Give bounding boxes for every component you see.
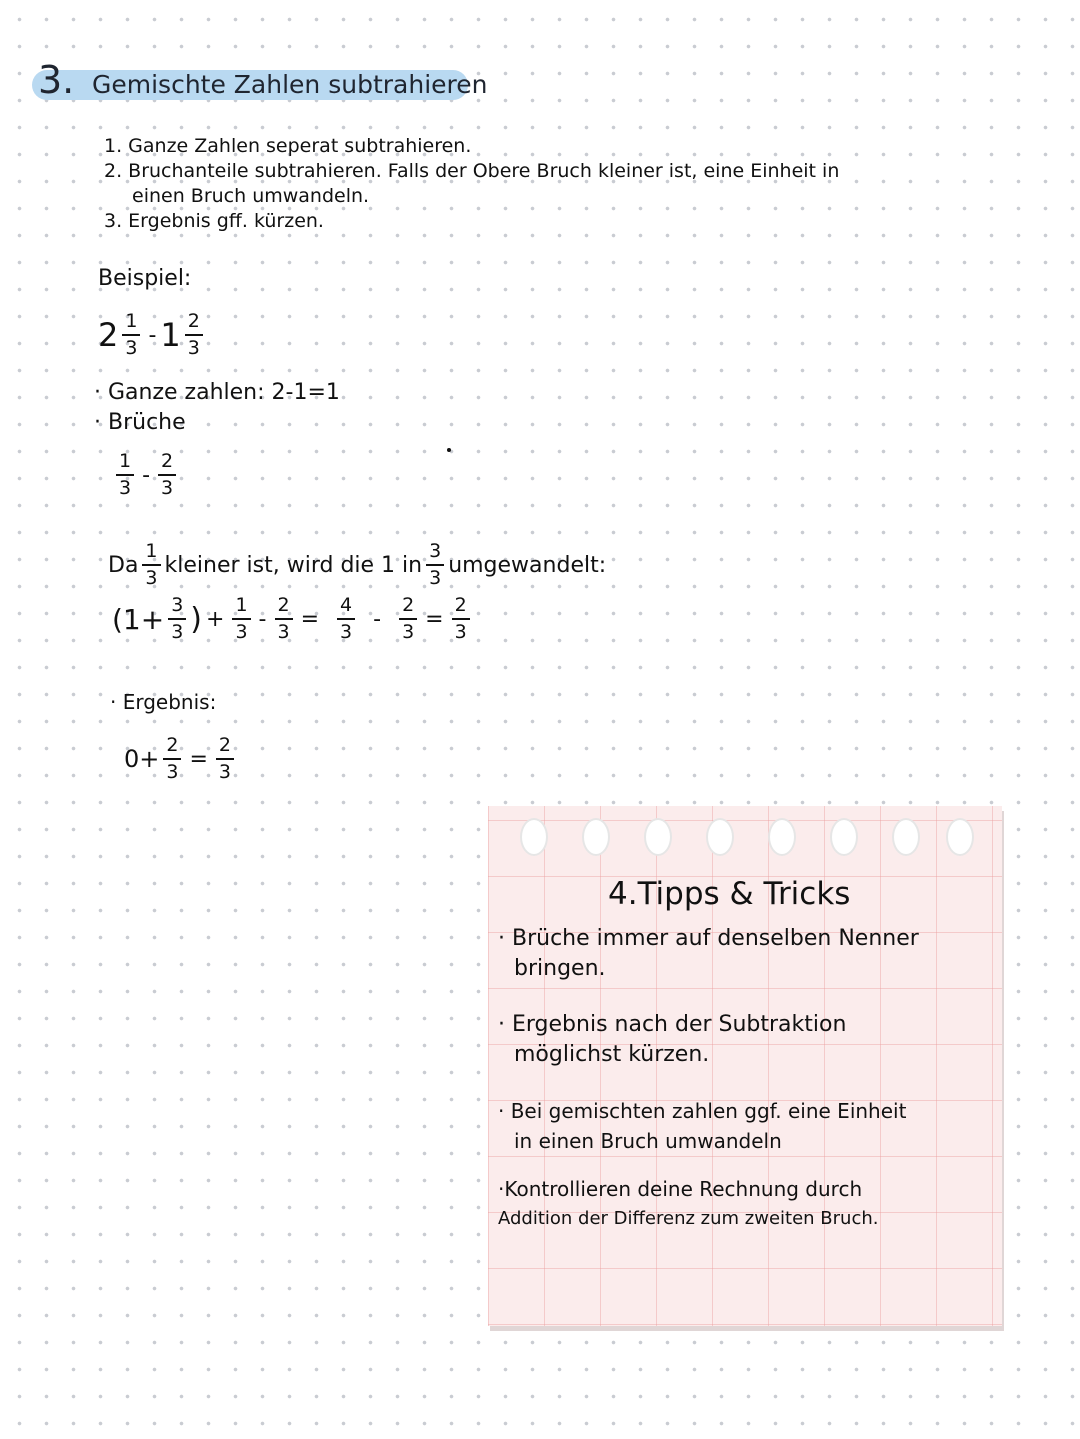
tip-line: Addition der Differenz zum zweiten Bruch. <box>498 1208 879 1229</box>
fraction-bar <box>232 618 250 620</box>
fraction-denominator: 3 <box>218 761 232 783</box>
fraction-bar <box>337 618 355 620</box>
calc-minus: - <box>373 606 382 632</box>
tip-line: ·Kontrollieren deine Rechnung durch <box>498 1177 863 1201</box>
binder-ring <box>830 818 858 856</box>
fraction-numerator: 3 <box>429 540 442 562</box>
fraction-denominator: 3 <box>166 761 179 783</box>
binder-ring <box>946 818 974 856</box>
step-2: 2. Bruchanteile subtrahieren. Falls der Obere Bruch kleiner ist, eine Einheit in <box>104 160 840 182</box>
fractions-line: · Brüche <box>94 410 186 435</box>
section-number: 3. <box>38 58 75 102</box>
fraction-denominator: 3 <box>277 621 290 643</box>
fraction-bar <box>426 564 444 566</box>
fraction-numerator: 2 <box>402 594 415 616</box>
calculation-line <box>112 596 474 642</box>
conversion-target-fraction <box>426 542 444 588</box>
binder-ring <box>644 818 672 856</box>
tip-item <box>498 1096 998 1156</box>
conversion-fraction <box>142 542 160 588</box>
fraction-one-third <box>116 452 134 498</box>
task-whole-1: 2 <box>98 316 119 354</box>
fraction-numerator: 1 <box>235 594 248 616</box>
fraction-numerator: 2 <box>454 594 467 616</box>
calc-open: (1+ <box>112 602 165 636</box>
fraction-numerator: 4 <box>340 594 353 616</box>
fraction-numerator: 1 <box>125 310 138 332</box>
fraction-numerator: 2 <box>187 310 200 332</box>
whole-numbers-line: · Ganze zahlen: 2-1=1 <box>94 380 340 405</box>
fraction-denominator: 3 <box>187 337 200 359</box>
binder-ring <box>892 818 920 856</box>
fraction-numerator: 2 <box>166 734 179 756</box>
binder-ring <box>520 818 548 856</box>
step-2-continued: einen Bruch umwandeln. <box>132 185 370 207</box>
binder-ring <box>706 818 734 856</box>
calc-fraction <box>399 596 417 642</box>
fraction-numerator: 2 <box>218 734 232 756</box>
tip-line: · Bei gemischten zahlen ggf. eine Einheit <box>498 1099 907 1123</box>
tips-note-card <box>488 806 1002 1326</box>
binder-ring <box>582 818 610 856</box>
fraction-denominator: 3 <box>340 621 353 643</box>
result-fraction <box>163 736 181 782</box>
fraction-denominator: 3 <box>429 567 442 589</box>
tip-line: möglichst kürzen. <box>514 1042 710 1067</box>
fraction-numerator: 1 <box>145 540 158 562</box>
step-3: 3. Ergebnis gff. kürzen. <box>104 210 324 232</box>
tip-line: · Ergebnis nach der Subtraktion <box>498 1012 847 1037</box>
calc-fraction <box>337 596 355 642</box>
fractions-minus: - <box>142 462 151 488</box>
fraction-bar <box>216 758 234 760</box>
fraction-bar <box>452 618 470 620</box>
tip-line: · Brüche immer auf denselben Nenner <box>498 926 919 951</box>
task-fraction-2 <box>185 312 203 358</box>
calc-fraction <box>275 596 293 642</box>
section-title: Gemischte Zahlen subtrahieren <box>92 70 488 99</box>
fraction-bar <box>122 334 140 336</box>
calc-minus: - <box>258 606 267 632</box>
calc-fraction <box>168 596 186 642</box>
task-whole-2: 1 <box>160 316 181 354</box>
example-task <box>98 312 207 358</box>
fraction-bar <box>158 474 176 476</box>
fraction-denominator: 3 <box>145 567 158 589</box>
example-label: Beispiel: <box>98 266 192 291</box>
conversion-middle: kleiner ist, wird die 1 in <box>164 552 423 578</box>
fraction-denominator: 3 <box>454 621 467 643</box>
fractions-expression <box>112 452 180 498</box>
calc-fraction <box>232 596 250 642</box>
fraction-bar <box>142 564 160 566</box>
tip-item <box>498 1010 998 1070</box>
tip-item <box>498 1174 998 1234</box>
fraction-numerator: 2 <box>277 594 290 616</box>
fraction-numerator: 1 <box>119 450 132 472</box>
fraction-bar <box>168 618 186 620</box>
fraction-denominator: 3 <box>119 477 132 499</box>
fraction-two-thirds <box>158 452 176 498</box>
fractions-label: Brüche <box>108 410 186 435</box>
tip-item <box>498 924 998 984</box>
fraction-numerator: 2 <box>161 450 174 472</box>
fraction-bar <box>163 758 181 760</box>
conversion-suffix: umgewandelt: <box>448 552 607 578</box>
fraction-denominator: 3 <box>402 621 415 643</box>
result-equals: = <box>189 746 208 772</box>
calc-equals: = <box>425 606 444 632</box>
tip-line: bringen. <box>514 956 606 981</box>
task-fraction-1 <box>122 312 140 358</box>
result-label: Ergebnis: <box>122 690 217 714</box>
fraction-bar <box>116 474 134 476</box>
calc-fraction <box>452 596 470 642</box>
calc-close: ) <box>190 601 203 637</box>
step-1: 1. Ganze Zahlen seperat subtrahieren. <box>104 135 472 157</box>
steps-list <box>104 134 839 234</box>
calc-plus: + <box>206 606 225 632</box>
conversion-sentence <box>108 542 606 588</box>
fraction-bar <box>399 618 417 620</box>
result-expression <box>124 736 238 782</box>
fraction-denominator: 3 <box>161 477 174 499</box>
tip-line: in einen Bruch umwandeln <box>514 1129 782 1153</box>
result-lead: 0+ <box>124 745 160 773</box>
fraction-denominator: 3 <box>171 621 184 643</box>
calc-equals: = <box>300 606 320 632</box>
result-fraction <box>216 736 234 782</box>
task-minus: - <box>148 322 157 348</box>
fraction-bar <box>185 334 203 336</box>
fraction-denominator: 3 <box>125 337 138 359</box>
note-title: 4.Tipps & Tricks <box>608 876 851 912</box>
result-line: · Ergebnis: <box>110 690 217 714</box>
fraction-numerator: 3 <box>171 594 184 616</box>
stray-dot <box>447 448 451 452</box>
fraction-bar <box>275 618 293 620</box>
binder-ring <box>768 818 796 856</box>
conversion-prefix: Da <box>108 552 139 578</box>
whole-numbers-text: Ganze zahlen: 2-1=1 <box>108 380 340 405</box>
fraction-denominator: 3 <box>235 621 248 643</box>
